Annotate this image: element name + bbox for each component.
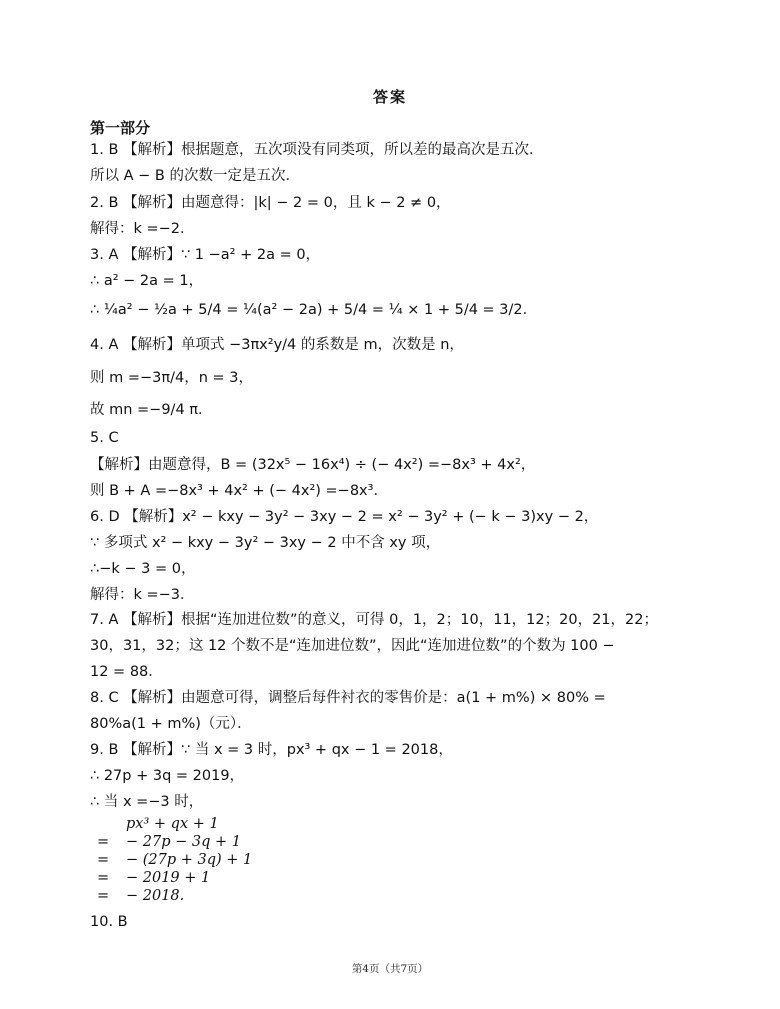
q4-line1: 4. A 【解析】单项式 −3πx²y/4 的系数是 m，次数是 n， xyxy=(90,337,464,353)
q9-eq-line1: px³ + qx + 1 xyxy=(126,816,219,832)
q9-eq-line2: − 27p − 3q + 1 xyxy=(126,834,241,850)
q4-line3: 故 mn =−9/4 π． xyxy=(90,402,213,418)
q9-eq-sign2: = xyxy=(97,834,110,850)
q2-line2: 解得：k =−2． xyxy=(90,221,195,237)
q3-line2: ∴ a² − 2a = 1， xyxy=(90,273,204,289)
q8-line2: 80%a(1 + m%)（元）． xyxy=(90,716,252,732)
section-heading: 第一部分 xyxy=(90,119,151,137)
q7-line2: 30，31，32；这 12 个数不是“连加进位数”，因此“连加进位数”的个数为 100 − xyxy=(90,638,615,654)
q2-line1: 2. B 【解析】由题意得：|k| − 2 = 0，且 k − 2 ≠ 0， xyxy=(90,195,451,211)
q9-line2: ∴ 27p + 3q = 2019， xyxy=(90,768,245,784)
q3-line3: ∴ ¼a² − ½a + 5/4 = ¼(a² − 2a) + 5/4 = ¼ × 1 + 5/4 = 3/2． xyxy=(90,302,538,318)
q6-line2: ∵ 多项式 x² − kxy − 3y² − 3xy − 2 中不含 xy 项， xyxy=(90,535,441,551)
q4-line2: 则 m =−3π/4，n = 3， xyxy=(90,370,253,386)
q1-line2: 所以 A − B 的次数一定是五次． xyxy=(90,168,300,184)
q9-line3: ∴ 当 x =−3 时， xyxy=(90,794,204,810)
q8-line1: 8. C 【解析】由题意可得，调整后每件衬衣的零售价是：a(1 + m%) × 80% = xyxy=(90,690,606,706)
q3-line1: 3. A 【解析】∵ 1 −a² + 2a = 0， xyxy=(90,247,321,263)
page-title: 答案 xyxy=(372,88,407,106)
page-footer: 第4页（共7页） xyxy=(351,963,429,975)
q9-eq-line3: − (27p + 3q) + 1 xyxy=(126,852,253,868)
q9-line1: 9. B 【解析】∵ 当 x = 3 时，px³ + qx − 1 = 2018， xyxy=(90,742,453,758)
q10-line1: 10. B xyxy=(90,914,128,930)
q7-line1: 7. A 【解析】根据“连加进位数”的意义，可得 0，1，2；10，11，12；20，21，22； xyxy=(90,612,658,628)
q5-line3: 则 B + A =−8x³ + 4x² + (− 4x²) =−8x³． xyxy=(90,483,388,499)
q9-eq-sign3: = xyxy=(97,852,110,868)
q6-line3: ∴−k − 3 = 0， xyxy=(90,561,196,577)
q5-line1: 5. C xyxy=(90,430,119,446)
q6-line1: 6. D 【解析】x² − kxy − 3y² − 3xy − 2 = x² − 3y² + (− k − 3)xy − 2， xyxy=(90,509,599,525)
q9-eq-line4: − 2019 + 1 xyxy=(126,870,211,886)
q5-line2: 【解析】由题意得，B = (32x⁵ − 16x⁴) ÷ (− 4x²) =−8x³ + 4x²， xyxy=(90,457,536,473)
q9-eq-sign4: = xyxy=(97,870,110,886)
q6-line4: 解得：k =−3． xyxy=(90,587,195,603)
q9-eq-sign5: = xyxy=(97,888,110,904)
q1-line1: 1. B 【解析】根据题意，五次项没有同类项，所以差的最高次是五次． xyxy=(90,142,544,158)
q9-eq-line5: − 2018. xyxy=(126,888,185,904)
q7-line3: 12 = 88． xyxy=(90,664,163,680)
